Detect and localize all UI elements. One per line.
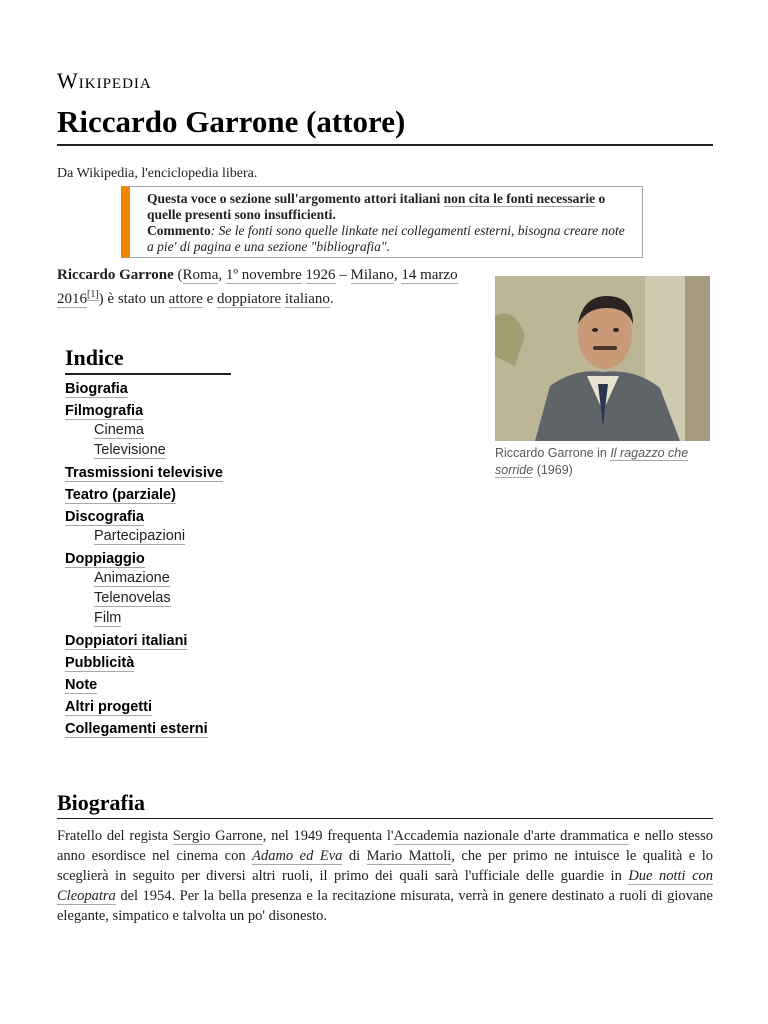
- lead-text: e: [202, 291, 217, 307]
- link-adamo-ed-eva[interactable]: Adamo ed Eva: [252, 848, 343, 864]
- portrait-illustration: [495, 276, 710, 441]
- section-heading-biografia: Biografia: [57, 790, 713, 819]
- lead-text: .: [329, 291, 334, 307]
- toc-list: [65, 380, 265, 738]
- toc-item[interactable]: Altri progetti: [65, 699, 152, 715]
- link-doppiatore[interactable]: doppiatore: [216, 291, 282, 307]
- toc-item[interactable]: Discografia: [65, 509, 144, 525]
- lead-text: (: [173, 267, 183, 283]
- wikipedia-wordmark[interactable]: Wikipedia: [57, 68, 152, 93]
- toc-title: Indice: [65, 345, 231, 375]
- notice-comment-text: : Se le fonti sono quelle linkate nei collegamenti esterni, bisogna creare note a pie' di pagina e una sezione "bibliografia".: [147, 223, 625, 254]
- toc-item[interactable]: Doppiaggio: [65, 551, 145, 567]
- page-title: Riccardo Garrone (attore): [57, 104, 713, 146]
- citation-notice: [121, 186, 643, 258]
- toc-subitem[interactable]: Telenovelas: [94, 590, 171, 606]
- reference-1[interactable]: [1]: [87, 289, 99, 300]
- bio-text: , nel 1949 frequenta l': [262, 828, 394, 844]
- toc-item[interactable]: Note: [65, 677, 98, 693]
- link-birth-year[interactable]: 1926: [305, 267, 336, 283]
- lead-text: [302, 267, 306, 283]
- caption-film-link[interactable]: Il ragazzo che sorride: [495, 446, 689, 477]
- notice-comment-label: Commento: [147, 223, 211, 238]
- bio-text: Fratello del regista: [57, 828, 173, 844]
- toc-item[interactable]: Trasmissioni televisive: [65, 465, 223, 481]
- table-of-contents: [65, 345, 265, 738]
- lead-text: ,: [218, 267, 226, 283]
- lead-paragraph: [57, 265, 477, 309]
- link-accademia[interactable]: Accademia nazionale d'arte drammatica: [393, 828, 629, 844]
- link-due-notti-con-cleopatra[interactable]: Due notti con Cleopatra: [57, 868, 713, 904]
- toc-item[interactable]: Teatro (parziale): [65, 487, 176, 503]
- link-sergio-garrone[interactable]: Sergio Garrone: [172, 828, 263, 844]
- caption-text: Riccardo Garrone in: [495, 446, 611, 460]
- figure-caption: [495, 445, 710, 479]
- notice-link[interactable]: non cita le fonti necessarie: [443, 191, 596, 206]
- toc-subitem[interactable]: Film: [94, 610, 122, 626]
- link-death-date[interactable]: 14 marzo: [401, 267, 458, 283]
- infobox-figure: [495, 276, 710, 479]
- bio-text: e nello stesso anno esordisce nel cinema con: [57, 828, 713, 864]
- site-subtitle: Da Wikipedia, l'enciclopedia libera.: [57, 166, 258, 181]
- link-roma[interactable]: Roma: [182, 267, 219, 283]
- notice-text: Questa voce o sezione sull'argomento attori italiani: [147, 191, 444, 206]
- notice-text-end: o quelle presenti sono insufficienti.: [147, 191, 606, 222]
- toc-subitem[interactable]: Televisione: [94, 442, 166, 458]
- toc-subitem[interactable]: Cinema: [94, 422, 144, 438]
- link-milano[interactable]: Milano: [350, 267, 394, 283]
- link-death-year[interactable]: 2016: [57, 291, 87, 307]
- bio-text: di: [342, 848, 367, 864]
- lead-text: ,: [393, 267, 402, 283]
- toc-item[interactable]: Filmografia: [65, 403, 144, 419]
- toc-item[interactable]: Pubblicità: [65, 655, 135, 671]
- link-attore[interactable]: attore: [168, 291, 203, 307]
- subject-name: Riccardo Garrone: [57, 267, 174, 283]
- bio-text: del 1954. Per la bella presenza e la recitazione misurata, verrà in genere destinato a ruoli di giovane elegante, simpatico e talvolta un po' disonesto.: [57, 888, 713, 924]
- toc-subitem[interactable]: Partecipazioni: [94, 528, 186, 544]
- link-birth-date[interactable]: 1º novembre: [225, 267, 302, 283]
- lead-text: –: [335, 267, 351, 283]
- caption-year: (1969): [533, 463, 573, 477]
- toc-item[interactable]: Biografia: [65, 381, 128, 397]
- bio-text: , che per primo ne intuisce le qualità e lo sceglierà in seguito per diversi altri ruoli, il primo dei quali sarà l'ufficiale delle guardie in: [57, 848, 713, 884]
- lead-text: ) è stato un: [98, 291, 169, 307]
- toc-subitem[interactable]: Animazione: [94, 570, 170, 586]
- toc-item[interactable]: Doppiatori italiani: [65, 633, 188, 649]
- toc-item[interactable]: Collegamenti esterni: [65, 721, 208, 737]
- portrait-photo[interactable]: [495, 276, 710, 441]
- link-italiano[interactable]: italiano: [284, 291, 330, 307]
- biography-paragraph: [57, 826, 713, 926]
- link-mario-mattoli[interactable]: Mario Mattoli: [366, 848, 452, 864]
